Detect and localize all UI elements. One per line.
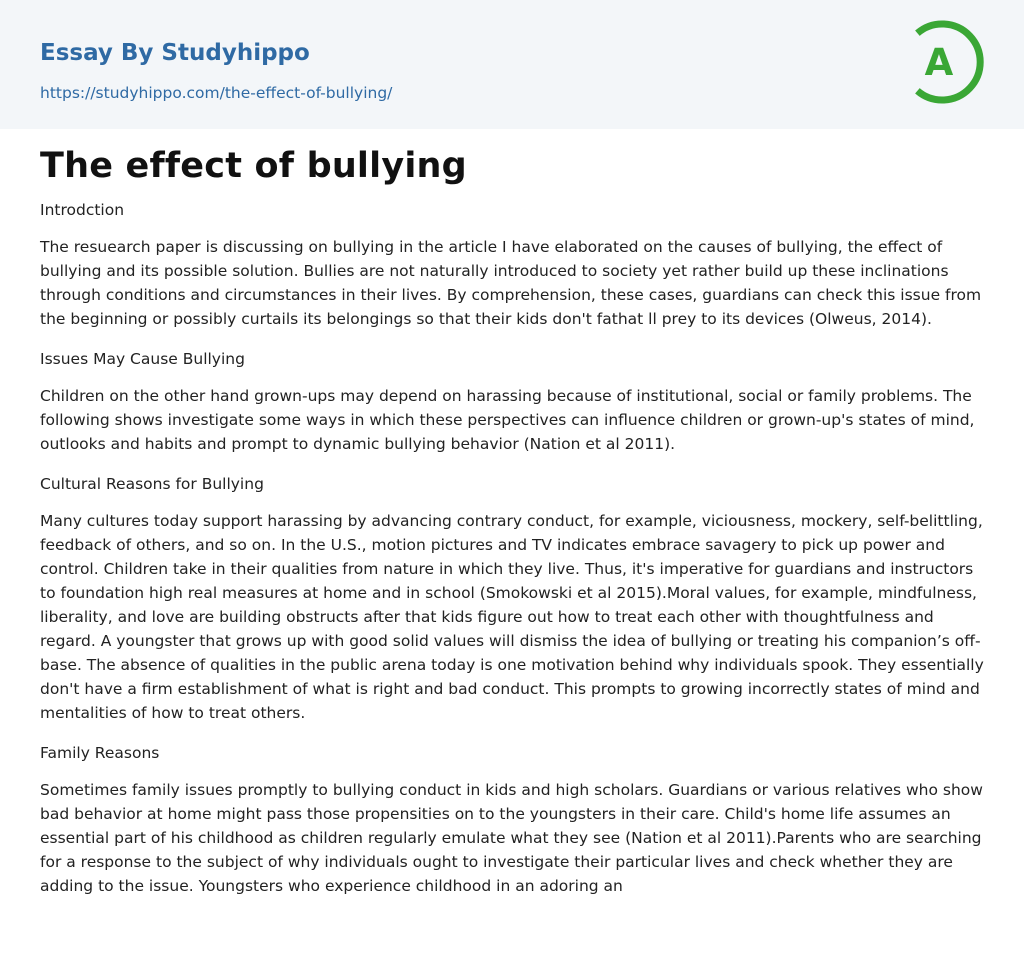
section-heading-family: Family Reasons xyxy=(40,744,160,762)
section-paragraph-family: Sometimes family issues promptly to bullying conduct in kids and high scholars. Guardians or various relatives who show bad behavior at home might pass those propensities on to the youngsters in their care. Child's home life assumes an essential part of his childhood as children regularly emulate what they see (Nation et al 2011).Parents who are searching for a response to the subject of why individuals ought to investigate their particular lives and check whether they are adding to the issue. Youngsters who experience childhood in an adoring an xyxy=(40,781,983,895)
section-paragraph-cultural: Many cultures today support harassing by advancing contrary conduct, for example, viciousness, mockery, self-belittling, feedback of others, and so on. In the U.S., motion pictures and TV indicates embrace savagery to pick up power and control. Children take in their qualities from nature in which they live. Thus, it's imperative for guardians and instructors to foundation high real measures at home and in school (Smokowski et al 2015).Moral values, for example, mindfulness, liberality, and love are building obstructs after that kids figure out how to treat each other with thoughtfulness and regard. A youngster that grows up with good solid values will dismiss the idea of bullying or treating his companion’s off-base. The absence of qualities in the public arena today is one motivation behind why individuals spook. They essentially don't have a firm establishment of what is right and bad conduct. This prompts to growing incorrectly states of mind and mentalities of how to treat others. xyxy=(40,512,984,722)
article-title: The effect of bullying xyxy=(40,146,467,186)
section-paragraph-issues: Children on the other hand grown-ups may depend on harassing because of institutional, social or family problems. The following shows investigate some ways in which these perspectives can influence children or grown-up's states of mind, outlooks and habits and prompt to dynamic bullying behavior (Nation et al 2011). xyxy=(40,387,975,453)
logo-icon xyxy=(912,19,986,105)
section-heading-cultural: Cultural Reasons for Bullying xyxy=(40,475,264,493)
site-brand[interactable]: Essay By Studyhippo xyxy=(40,40,310,66)
section-heading-introduction: Introdction xyxy=(40,201,125,219)
article-body xyxy=(40,198,985,914)
logo-letter: A xyxy=(924,41,954,84)
source-url-link[interactable]: https://studyhippo.com/the-effect-of-bullying/ xyxy=(40,84,393,102)
section-heading-issues: Issues May Cause Bullying xyxy=(40,350,245,368)
section-paragraph-introduction: The resuearch paper is discussing on bullying in the article I have elaborated on the causes of bullying, the effect of bullying and its possible solution. Bullies are not naturally introduced to society yet rather build up these inclinations through conditions and circumstances in their lives. By comprehension, these cases, guardians can check this issue from the beginning or possibly curtails its belongings so that their kids don't fathat ll prey to its devices (Olweus, 2014). xyxy=(40,238,982,328)
